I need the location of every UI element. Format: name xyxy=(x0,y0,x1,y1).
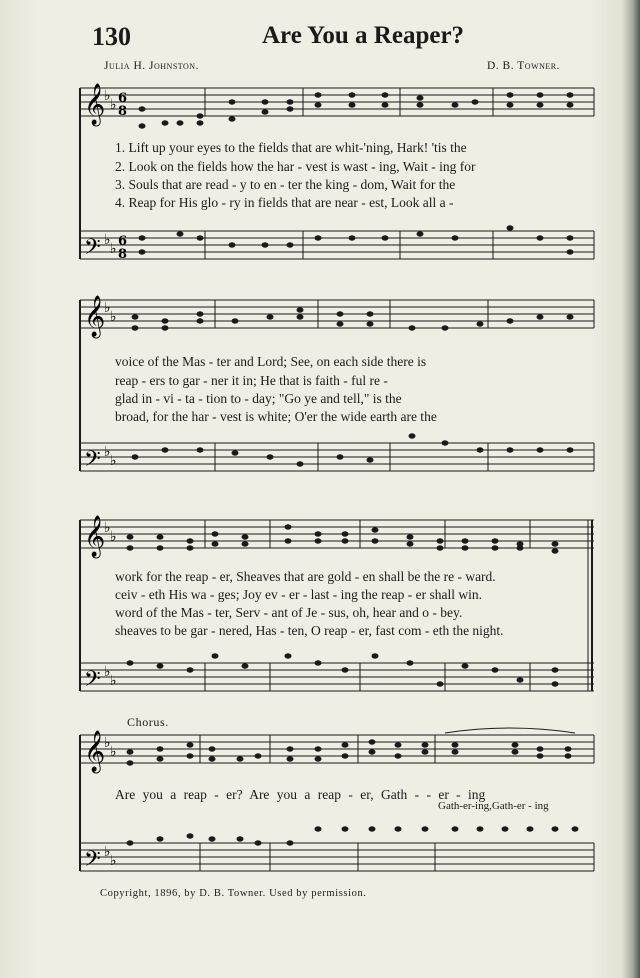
svg-text:♭: ♭ xyxy=(104,232,111,248)
lyric-line: word of the Mas - ter, Serv - ant of Je - sus, oh, hear and o - bey. xyxy=(115,605,463,620)
composer-credit: D. B. Towner. xyxy=(487,60,560,72)
svg-text:8: 8 xyxy=(118,247,128,262)
page-edge-shadow xyxy=(622,0,640,978)
svg-text:𝄢: 𝄢 xyxy=(84,667,101,697)
svg-text:𝄢: 𝄢 xyxy=(84,847,101,877)
svg-text:♭: ♭ xyxy=(104,88,111,104)
svg-text:𝄞: 𝄞 xyxy=(84,516,106,557)
svg-text:♭: ♭ xyxy=(110,529,117,545)
svg-text:𝄞: 𝄞 xyxy=(84,296,106,337)
lyric-line: reap - ers to gar - ner it in; He that is faith - ful re - xyxy=(115,373,388,388)
lyric-line: glad in - vi - ta - tion to - day; "Go ye and tell," is the xyxy=(115,391,402,406)
svg-text:♭: ♭ xyxy=(104,844,111,860)
lyric-line: ceiv - eth His wa - ges; Joy ev - er - last - ing the reap - er shall win. xyxy=(115,587,483,602)
svg-text:♭: ♭ xyxy=(104,444,111,460)
lyric-line: sheaves to be gar - nered, Has - ten, O reap - er, fast com - eth the night. xyxy=(115,623,504,638)
music-staff-system-2 xyxy=(0,290,640,490)
lyric-line: voice of the Mas - ter and Lord; See, on each side there is xyxy=(115,354,427,369)
lyric-line: 1. Lift up your eyes to the fields that are whit-'ning, Hark! 'tis the xyxy=(115,140,467,155)
lyricist-credit: Julia H. Johnston. xyxy=(104,60,199,72)
svg-text:♭: ♭ xyxy=(110,241,117,257)
svg-text:♭: ♭ xyxy=(104,300,111,316)
copyright-notice: Copyright, 1896, by D. B. Towner. Used by permission. xyxy=(100,888,367,899)
svg-text:♭: ♭ xyxy=(110,673,117,689)
svg-text:♭: ♭ xyxy=(110,453,117,469)
svg-text:♭: ♭ xyxy=(110,853,117,869)
svg-text:6: 6 xyxy=(118,91,128,106)
svg-text:♭: ♭ xyxy=(110,744,117,760)
lyric-line: broad, for the har - vest is white; O'er the wide earth are the xyxy=(115,409,437,424)
svg-text:𝄞: 𝄞 xyxy=(84,84,106,125)
chorus-label: Chorus. xyxy=(127,715,169,729)
svg-text:8: 8 xyxy=(118,104,128,119)
lyric-line: 2. Look on the fields how the har - vest is wast - ing, Wait - ing for xyxy=(115,159,476,174)
lyric-line: work for the reap - er, Sheaves that are gold - en shall be the re - ward. xyxy=(115,569,496,584)
lyric-line: 4. Reap for His glo - ry in fields that are near - est, Look all a - xyxy=(115,195,454,210)
svg-text:♭: ♭ xyxy=(110,309,117,325)
hymn-number: 130 xyxy=(92,22,131,51)
svg-text:𝄢: 𝄢 xyxy=(84,447,101,477)
svg-text:♭: ♭ xyxy=(104,735,111,751)
lyric-line: 3. Souls that are read - y to en - ter the king - dom, Wait for the xyxy=(115,177,456,192)
svg-text:𝄢: 𝄢 xyxy=(84,235,101,265)
chorus-lyric-line: Are you a reap - er? Are you a reap - er, Gath - - er - ing xyxy=(115,787,486,802)
svg-text:♭: ♭ xyxy=(104,520,111,536)
hymn-title: Are You a Reaper? xyxy=(262,22,465,49)
svg-text:6: 6 xyxy=(118,234,128,249)
chorus-bass-lyric: Gath-er-ing,Gath-er - ing xyxy=(438,800,549,812)
svg-text:𝄞: 𝄞 xyxy=(84,731,106,772)
svg-text:♭: ♭ xyxy=(110,97,117,113)
svg-text:♭: ♭ xyxy=(104,664,111,680)
